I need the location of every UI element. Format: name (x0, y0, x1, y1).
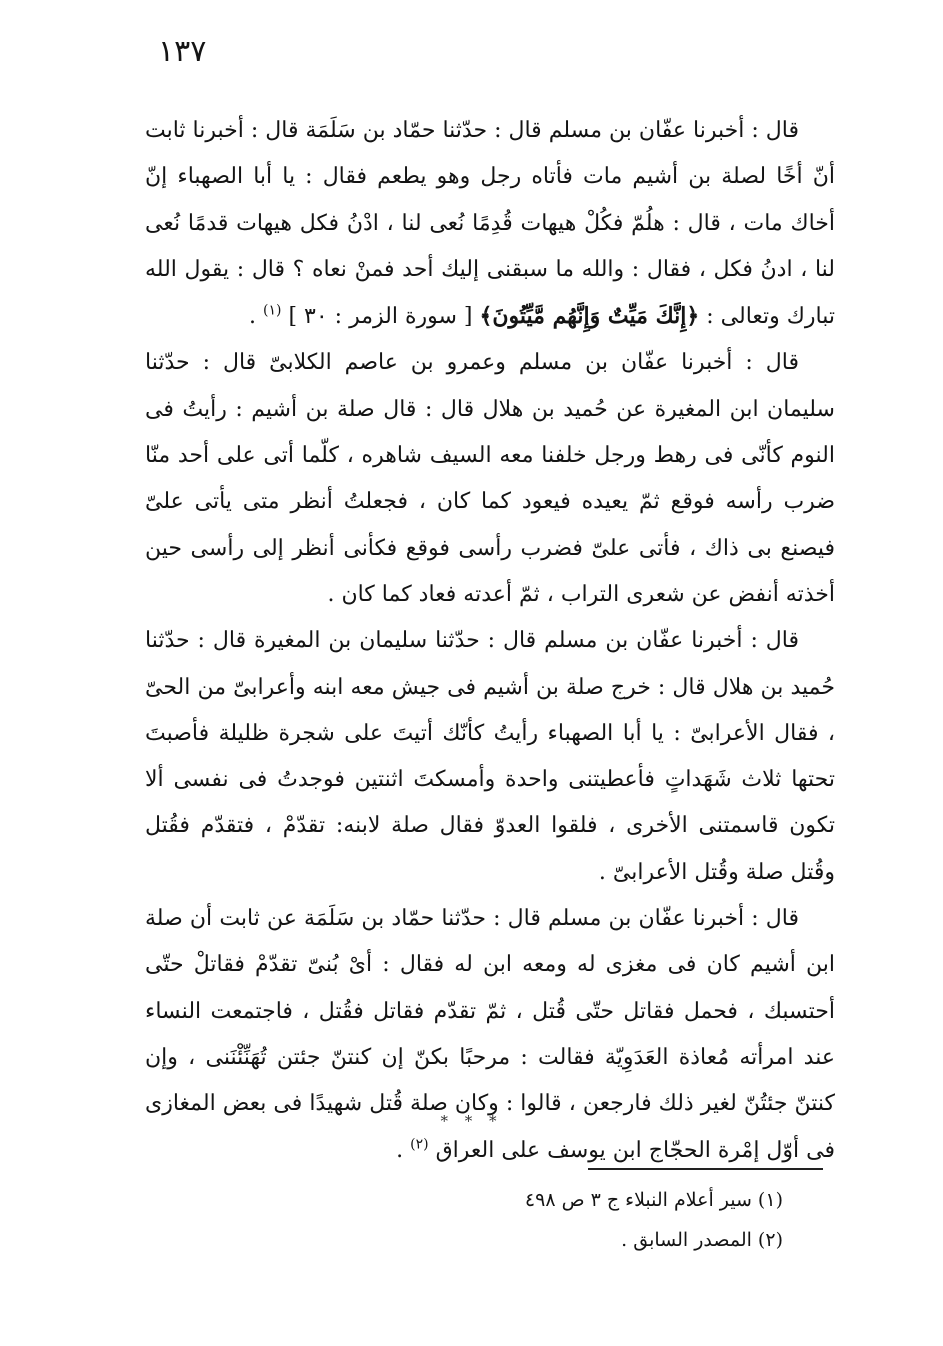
paragraph-4-end: . (396, 1137, 411, 1163)
quran-verse: ﴿إِنَّكَ مَيِّتٌ وَإِنَّهُم مَّيِّتُونَ﴾ (479, 303, 700, 330)
footnote-rule (588, 1168, 823, 1170)
page-number: ١٣٧ (158, 34, 207, 69)
paragraph-1-text: قال : أخبرنا عفّان بن مسلم قال : حدّثنا حمّاد بن سَلَمَة قال : أخبرنا ثابت أنّ أخًا لصلة بن أشيم مات فأتاه رجل وهو يطعم فقال : يا أبا الصهباء إنّ أخاك مات ، قال : هلُمّ فكُلْ هيهات قُدِمًا نُعى لنا ، ادْنُ فكل هيهات قدمًا نُعى لنا ، ادنُ فكل ، فقال : والله ما سبقنى إليك أحد فمنْ نعاه ؟ قال : يقول الله تبارك وتعالى : (145, 118, 835, 330)
body-text (145, 108, 835, 1174)
footnote-ref-1: (١) (262, 302, 282, 319)
footnotes (363, 1180, 783, 1260)
paragraph-4-text: قال : أخبرنا عفّان بن مسلم قال : حدّثنا حمّاد بن سَلَمَة عن ثابت أن صلة ابن أشيم كان فى مغزى له ومعه ابن له فقال : أىْ بُنىّ تقدّمْ فقاتلْ حتّى أحتسبك ، فحمل فقاتل حتّى قُتل ، ثمّ تقدّم فقاتل فقُتل ، فاجتمعت النساء عند امرأته مُعاذة العَدَوِيّة فقالت : مرحبًا بكنّ إن كنتنّ جئتن تُهَنِّئْنَنى ، وإن كنتنّ جئتُنّ لغير ذلك فارجعن ، قالوا : وكان صلة قُتل شهيدًا فى بعض المغازى فى أوّل إمْرة الحجّاج ابن يوسف على العراق (145, 906, 835, 1163)
footnote-ref-2: (٢) (410, 1136, 429, 1153)
footnote-1: (١) سير أعلام النبلاء ج ٣ ص ٤٩٨ (524, 1189, 783, 1211)
paragraph-4 (145, 896, 835, 1174)
surah-citation: [ سورة الزمر : ٣٠ ] (288, 304, 473, 330)
paragraph-2: قال : أخبرنا عفّان بن مسلم وعمرو بن عاصم الكلابىّ قال : حدّثنا سليمان ابن المغيرة عن حُميد بن هلال قال : قال صلة بن أشيم : رأيتُ فى النوم كأنّى فى رهط ورجل خلفنا معه السيف شاهره ، كلّما أتى على أحد منّا ضرب رأسه فوقع ثمّ يعيده فيعود كما كان ، فجعلتُ أنظر متى يأتى علىّ فيصنع بى ذاك ، فأتى علىّ فضرب رأسى فوقع فكأنى أنظر إلى رأسى حين أخذته أنفض عن شعرى التراب ، ثمّ أعدته فعاد كما كان . (145, 350, 835, 607)
paragraph-3: قال : أخبرنا عفّان بن مسلم قال : حدّثنا سليمان بن المغيرة قال : حدّثنا حُميد بن هلال قال : خرج صلة بن أشيم فى جيش معه ابنه وأعرابىّ من الحىّ ، فقال الأعرابىّ : يا أبا الصهباء رأيتُ كأنّك أتيتَ على شجرة ظليلة فأصبتَ تحتها ثلاث شَهَداتٍ فأعطيتنى واحدة وأمسكتَ اثنتين فوجدتُ فى نفسى ألا تكون قاسمتنى الأخرى ، فلقوا العدوّ فقال صلة لابنه: تقدّمْ ، فتقدّم فقُتل وقُتل صلة وقُتل الأعرابىّ . (145, 628, 835, 885)
section-separator: * * * (440, 1112, 503, 1130)
paragraph-1 (145, 108, 835, 340)
paragraph-1-end: . (248, 304, 263, 330)
footnote-2: (٢) المصدر السابق . (621, 1229, 783, 1251)
